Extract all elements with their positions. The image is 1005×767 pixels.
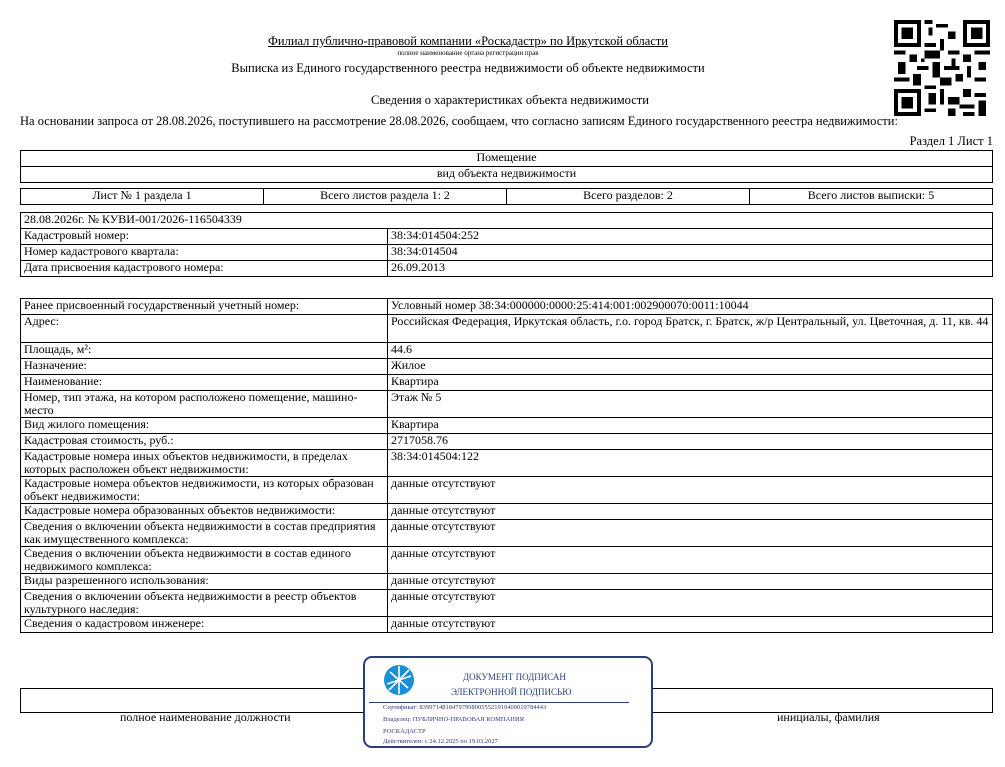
row-value: Жилое bbox=[388, 359, 993, 375]
table-row bbox=[21, 245, 993, 261]
table-row bbox=[21, 450, 993, 477]
row-value: данные отсутствуют bbox=[388, 477, 993, 504]
row-value: данные отсутствуют bbox=[388, 504, 993, 520]
electronic-signature-stamp bbox=[363, 656, 653, 748]
total-sheets-extract: Всего листов выписки: 5 bbox=[750, 189, 993, 205]
row-value: данные отсутствуют bbox=[388, 547, 993, 574]
row-label: Сведения о кадастровом инженере: bbox=[21, 617, 388, 633]
table-row bbox=[21, 343, 993, 359]
document-title: Выписка из Единого государственного реестра недвижимости об объекте недвижимости bbox=[231, 61, 705, 75]
record-id: 28.08.2026г. № КУВИ-001/2026-116504339 bbox=[21, 213, 993, 229]
table-row bbox=[21, 520, 993, 547]
total-sheets-section: Всего листов раздела 1: 2 bbox=[264, 189, 507, 205]
table-row bbox=[21, 261, 993, 277]
row-value: 2717058.76 bbox=[388, 434, 993, 450]
row-value: Этаж № 5 bbox=[388, 391, 993, 418]
row-value: данные отсутствуют bbox=[388, 574, 993, 590]
row-value: 38:34:014504 bbox=[388, 245, 993, 261]
row-label: Номер кадастрового квартала: bbox=[21, 245, 388, 261]
name-caption: инициалы, фамилия bbox=[777, 710, 880, 724]
stamp-line-1: ДОКУМЕНТ ПОДПИСАН bbox=[463, 672, 566, 682]
row-value: 38:34:014504:252 bbox=[388, 229, 993, 245]
row-label: Сведения о включении объекта недвижимости в состав единого недвижимого комплекса: bbox=[21, 547, 388, 574]
row-value: Квартира bbox=[388, 375, 993, 391]
cadastral-table bbox=[20, 212, 993, 277]
row-label: Сведения о включении объекта недвижимости в состав предприятия как имущественного комплекса: bbox=[21, 520, 388, 547]
table-row bbox=[21, 547, 993, 574]
row-value: Квартира bbox=[388, 418, 993, 434]
row-value: Российская Федерация, Иркутская область, г.о. город Братск, г. Братск, ж/р Центральный, ул. Цветочная, д. 11, кв. 44 bbox=[388, 315, 993, 343]
stamp-certificate: Сертификат: 839971481847979980055521910400019784443 bbox=[383, 704, 547, 711]
table-row bbox=[21, 315, 993, 343]
row-value: Условный номер 38:34:000000:0000:25:414:001:002900070:0011:10044 bbox=[388, 299, 993, 315]
section-title: Сведения о характеристиках объекта недвижимости bbox=[371, 93, 649, 107]
row-label: Виды разрешенного использования: bbox=[21, 574, 388, 590]
row-label: Ранее присвоенный государственный учетный номер: bbox=[21, 299, 388, 315]
row-label: Кадастровые номера образованных объектов недвижимости: bbox=[21, 504, 388, 520]
section-sheet-label: Раздел 1 Лист 1 bbox=[909, 134, 993, 148]
sheet-number: Лист № 1 раздела 1 bbox=[21, 189, 264, 205]
row-value: 26.09.2013 bbox=[388, 261, 993, 277]
object-type-caption: вид объекта недвижимости bbox=[21, 167, 993, 183]
table-row bbox=[21, 434, 993, 450]
row-label: Сведения о включении объекта недвижимости в реестр объектов культурного наследия: bbox=[21, 590, 388, 617]
table-row bbox=[21, 477, 993, 504]
characteristics-table bbox=[20, 298, 993, 633]
sheets-table bbox=[20, 188, 993, 205]
stamp-validity: Действителен: с 24.12.2025 по 19.03.2027 bbox=[383, 738, 498, 745]
row-label: Адрес: bbox=[21, 315, 388, 343]
row-label: Вид жилого помещения: bbox=[21, 418, 388, 434]
row-label: Номер, тип этажа, на котором расположено помещение, машино-место bbox=[21, 391, 388, 418]
row-value: 44.6 bbox=[388, 343, 993, 359]
request-basis: На основании запроса от 28.08.2026, поступившего на рассмотрение 28.08.2026, сообщаем, что согласно записям Единого государственного реестра недвижимости: bbox=[20, 114, 898, 128]
table-row bbox=[21, 418, 993, 434]
table-row bbox=[21, 391, 993, 418]
table-row bbox=[21, 617, 993, 633]
row-label: Назначение: bbox=[21, 359, 388, 375]
table-row bbox=[21, 504, 993, 520]
row-label: Кадастровые номера иных объектов недвижимости, в пределах которых расположен объект недвижимости: bbox=[21, 450, 388, 477]
row-value: данные отсутствуют bbox=[388, 617, 993, 633]
row-label: Площадь, м²: bbox=[21, 343, 388, 359]
row-value: данные отсутствуют bbox=[388, 590, 993, 617]
table-row bbox=[21, 574, 993, 590]
row-label: Кадастровый номер: bbox=[21, 229, 388, 245]
row-label: Дата присвоения кадастрового номера: bbox=[21, 261, 388, 277]
stamp-owner: Владелец: ПУБЛИЧНО-ПРАВОВАЯ КОМПАНИЯ bbox=[383, 716, 524, 723]
row-label: Кадастровые номера объектов недвижимости, из которых образован объект недвижимости: bbox=[21, 477, 388, 504]
registry-org-name: Филиал публично-правовой компании «Роскадастр» по Иркутской области bbox=[268, 34, 668, 48]
position-caption: полное наименование должности bbox=[120, 710, 291, 724]
rosreestr-logo-icon bbox=[383, 664, 415, 696]
row-label: Наименование: bbox=[21, 375, 388, 391]
stamp-divider bbox=[369, 702, 629, 703]
table-row bbox=[21, 359, 993, 375]
table-row bbox=[21, 299, 993, 315]
registry-org-caption: полное наименование органа регистрации прав bbox=[397, 49, 539, 57]
total-sections: Всего разделов: 2 bbox=[507, 189, 750, 205]
object-type-table bbox=[20, 150, 993, 183]
table-row bbox=[21, 590, 993, 617]
table-row bbox=[21, 229, 993, 245]
stamp-line-2: ЭЛЕКТРОННОЙ ПОДПИСЬЮ bbox=[451, 687, 572, 697]
row-value: данные отсутствуют bbox=[388, 520, 993, 547]
table-row bbox=[21, 375, 993, 391]
row-label: Кадастровая стоимость, руб.: bbox=[21, 434, 388, 450]
stamp-owner-name: РОСКАДАСТР bbox=[383, 728, 426, 735]
object-type: Помещение bbox=[21, 151, 993, 167]
row-value: 38:34:014504:122 bbox=[388, 450, 993, 477]
